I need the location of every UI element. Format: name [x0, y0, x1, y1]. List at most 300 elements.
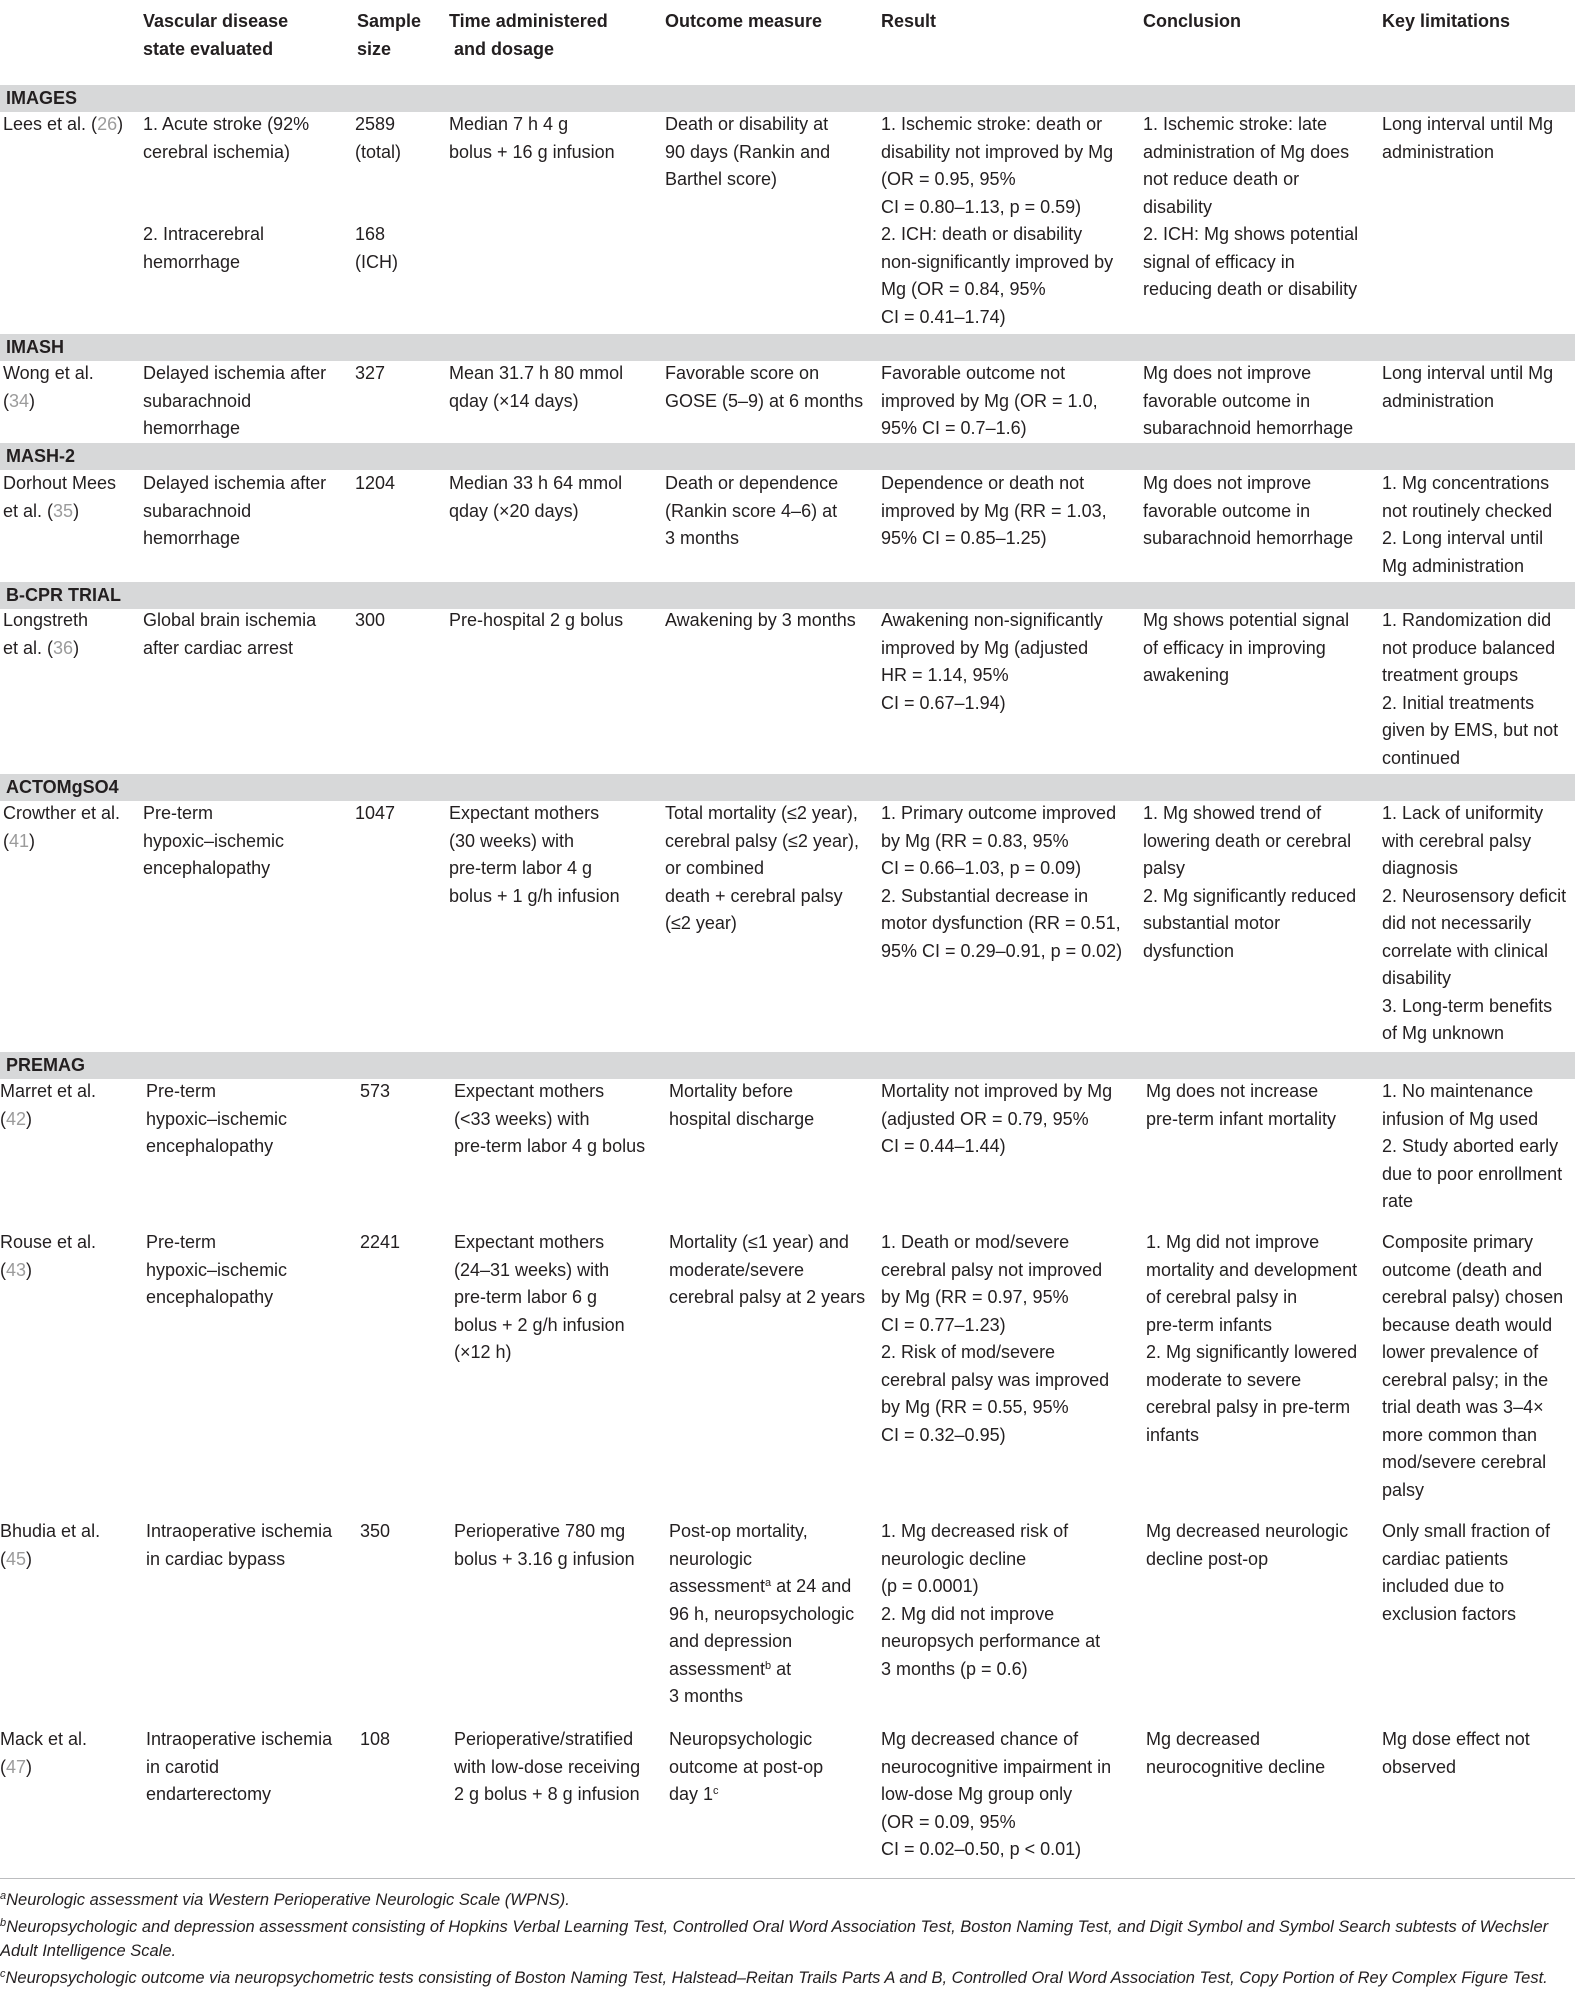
sample-line: 1047 — [355, 803, 396, 823]
study-name: Wong et al. — [3, 363, 94, 383]
limitations-line: because death would — [1382, 1314, 1553, 1335]
result-line: CI = 0.77–1.23) — [881, 1314, 1006, 1335]
outcome-line: Mortality (≤1 year) and — [669, 1232, 849, 1252]
conclusion-line: reducing death or disability — [1143, 279, 1358, 299]
study-cell — [3, 607, 88, 662]
time-line: (24–31 weeks) with — [454, 1259, 610, 1280]
result-line: by Mg (RR = 0.83, 95% — [881, 830, 1069, 851]
footnote-marker: a — [765, 1577, 772, 1589]
result-line: CI = 0.41–1.74) — [881, 306, 1006, 327]
limitations-line: not routinely checked — [1382, 500, 1553, 521]
result-line: cerebral palsy was improved — [881, 1369, 1110, 1390]
trial-group-title: IMAGES — [6, 88, 78, 108]
limitations-line: correlate with clinical — [1382, 940, 1549, 961]
result-line: CI = 0.02–0.50, p < 0.01) — [881, 1839, 1082, 1859]
limitations-line: cerebral palsy) chosen — [1382, 1287, 1564, 1307]
study-cell — [3, 800, 120, 855]
limitations-line: diagnosis — [1382, 858, 1459, 878]
time-line: bolus + 1 g/h infusion — [449, 885, 620, 906]
disease-line: subarachnoid — [143, 390, 252, 411]
disease-line: 1. Acute stroke (92% — [143, 114, 310, 134]
outcome-line: Death or dependence — [665, 473, 839, 493]
time-line: qday (×14 days) — [449, 390, 579, 411]
conclusion-line: Mg does not improve — [1143, 363, 1312, 383]
conclusion-line: of efficacy in improving — [1143, 637, 1326, 658]
sample-line: 327 — [355, 363, 386, 383]
limitations-line: more common than — [1382, 1424, 1538, 1445]
time-line: Pre-hospital 2 g bolus — [449, 610, 624, 630]
conclusion-line: Mg decreased neurologic — [1146, 1521, 1349, 1541]
time-line: Expectant mothers — [454, 1232, 605, 1252]
time-line: bolus + 2 g/h infusion — [454, 1314, 625, 1335]
disease-line: in cardiac bypass — [146, 1548, 286, 1569]
study-cell — [0, 1518, 100, 1573]
outcome-line: Neuropsychologic — [669, 1729, 813, 1749]
time-line: Expectant mothers — [454, 1081, 605, 1101]
sample-line: 168 — [355, 224, 386, 244]
reference-open: et al. ( — [3, 500, 54, 521]
limitations-line: 2. Long interval until — [1382, 528, 1544, 548]
conclusion-line: pre-term infants — [1146, 1314, 1273, 1335]
conclusion-line: favorable outcome in — [1143, 390, 1311, 411]
result-line: 2. Risk of mod/severe — [881, 1342, 1056, 1362]
result-line: 95% CI = 0.85–1.25) — [881, 528, 1047, 548]
reference-number: 43 — [6, 1259, 27, 1280]
column-header-outcome: Outcome measure — [665, 11, 823, 31]
sample-line: 108 — [360, 1729, 391, 1749]
conclusion-line: Mg does not improve — [1143, 473, 1312, 493]
result-line: Favorable outcome not — [881, 363, 1066, 383]
result-line: 1. Primary outcome improved — [881, 803, 1117, 823]
study-name: Mack et al. — [0, 1729, 88, 1749]
limitations-line: 1. Lack of uniformity — [1382, 803, 1544, 823]
study-cell — [0, 1726, 87, 1781]
study-cell — [3, 470, 116, 525]
time-line: Expectant mothers — [449, 803, 600, 823]
limitations-line: cardiac patients — [1382, 1548, 1509, 1569]
trial-group-header — [0, 774, 1575, 801]
limitations-line: 2. Study aborted early — [1382, 1136, 1559, 1156]
study-reference — [0, 1106, 96, 1134]
limitations-line: palsy — [1382, 1479, 1425, 1500]
limitations-line: outcome (death and — [1382, 1259, 1543, 1280]
limitations-line: Long interval until Mg — [1382, 114, 1554, 134]
conclusion-line: awakening — [1143, 665, 1230, 685]
outcome-line: cerebral palsy (≤2 year), — [665, 830, 859, 851]
conclusion-line: cerebral palsy in pre-term — [1146, 1397, 1351, 1417]
result-line: neuropsych performance at — [881, 1631, 1101, 1651]
disease-line: encephalopathy — [146, 1136, 274, 1156]
limitations-line: rate — [1382, 1191, 1414, 1211]
result-line: Mortality not improved by Mg — [881, 1081, 1113, 1101]
conclusion-line: favorable outcome in — [1143, 500, 1311, 521]
limitations-line: 1. Randomization did — [1382, 610, 1552, 630]
study-name: Longstreth — [3, 610, 89, 630]
study-reference — [3, 111, 123, 139]
conclusion-line: neurocognitive decline — [1146, 1756, 1326, 1777]
study-reference — [0, 1754, 87, 1782]
conclusion-line: Mg does not increase — [1146, 1081, 1319, 1101]
footnote-marker: b — [0, 1917, 7, 1929]
footnote — [0, 1915, 1575, 1963]
result-line: 2. Substantial decrease in — [881, 885, 1089, 906]
column-header-disease: state evaluated — [143, 38, 274, 59]
result-line: non-significantly improved by — [881, 251, 1114, 272]
limitations-line: administration — [1382, 141, 1495, 162]
study-cell — [0, 1078, 96, 1133]
conclusion-line: signal of efficacy in — [1143, 251, 1295, 272]
disease-line: Pre-term — [146, 1081, 217, 1101]
conclusion-line: 2. ICH: Mg shows potential — [1143, 224, 1359, 244]
limitations-line: included due to — [1382, 1576, 1505, 1596]
reference-close: ) — [29, 830, 36, 851]
result-line: CI = 0.44–1.44) — [881, 1136, 1006, 1156]
result-line: (OR = 0.95, 95% — [881, 169, 1016, 189]
outcome-line: neurologic — [669, 1548, 753, 1569]
time-line: with low-dose receiving — [454, 1756, 641, 1777]
result-line: neurologic decline — [881, 1548, 1027, 1569]
footnote-marker: a — [0, 1890, 7, 1902]
time-line: Perioperative/stratified — [454, 1729, 634, 1749]
trial-group-header — [0, 85, 1575, 112]
trial-group-title: MASH-2 — [6, 446, 76, 466]
result-line: HR = 1.14, 95% — [881, 665, 1009, 685]
conclusion-line: 1. Ischemic stroke: late — [1143, 114, 1328, 134]
outcome-line: (≤2 year) — [665, 913, 737, 933]
footnote-marker: c — [713, 1785, 719, 1797]
limitations-line: 2. Neurosensory deficit — [1382, 885, 1567, 906]
disease-line: hemorrhage — [143, 251, 241, 272]
conclusion-line: of cerebral palsy in — [1146, 1287, 1298, 1307]
result-line: by Mg (RR = 0.97, 95% — [881, 1287, 1069, 1307]
limitations-line: observed — [1382, 1756, 1457, 1777]
trial-group-header — [0, 1052, 1575, 1079]
disease-line: Intraoperative ischemia — [146, 1521, 333, 1541]
sample-line: (ICH) — [355, 251, 398, 272]
result-line: neurocognitive impairment in — [881, 1756, 1112, 1777]
disease-line: Delayed ischemia after — [143, 363, 327, 383]
result-line: 1. Mg decreased risk of — [881, 1521, 1069, 1541]
result-line: Awakening non-significantly — [881, 610, 1103, 630]
result-line: CI = 0.66–1.03, p = 0.09) — [881, 858, 1082, 878]
trial-group-title: B-CPR TRIAL — [6, 585, 121, 605]
footnote-marker: c — [0, 1968, 6, 1980]
disease-line: encephalopathy — [146, 1287, 274, 1307]
outcome-text: at — [771, 1658, 792, 1679]
time-line: pre-term labor 6 g — [454, 1287, 598, 1307]
limitations-line: administration — [1382, 390, 1495, 411]
limitations-line: lower prevalence of — [1382, 1342, 1539, 1362]
limitations-line: Mg administration — [1382, 555, 1525, 576]
outcome-line — [669, 1781, 719, 1809]
disease-line: Global brain ischemia — [143, 610, 317, 630]
limitations-line: disability — [1382, 968, 1452, 988]
outcome-line: Mortality before — [669, 1081, 794, 1101]
disease-line: endarterectomy — [146, 1784, 272, 1804]
reference-number: 26 — [97, 114, 118, 134]
disease-line: hypoxic–ischemic — [143, 830, 285, 851]
disease-line: after cardiac arrest — [143, 637, 294, 658]
outcome-line: Total mortality (≤2 year), — [665, 803, 858, 823]
trial-group-header — [0, 443, 1575, 470]
disease-line: Intraoperative ischemia — [146, 1729, 333, 1749]
conclusion-line: 2. Mg significantly reduced — [1143, 885, 1357, 906]
outcome-line: 3 months — [669, 1686, 744, 1706]
reference-number: 47 — [6, 1756, 27, 1777]
reference-open: ( — [0, 1756, 6, 1777]
column-header-sample: Sample — [357, 11, 422, 31]
reference-number: 36 — [53, 637, 74, 658]
conclusion-line: palsy — [1143, 858, 1186, 878]
reference-close: ) — [26, 1259, 33, 1280]
reference-open: Lees et al. ( — [3, 114, 98, 134]
limitations-line: Composite primary — [1382, 1232, 1534, 1252]
result-line: by Mg (RR = 0.55, 95% — [881, 1397, 1069, 1417]
limitations-line: treatment groups — [1382, 665, 1519, 685]
reference-number: 42 — [6, 1108, 27, 1129]
footnote-text: Neurologic assessment via Western Perioperative Neurologic Scale (WPNS). — [6, 1891, 570, 1909]
study-name: Dorhout Mees — [3, 473, 117, 493]
outcome-line — [669, 1656, 791, 1684]
limitations-line: 1. Mg concentrations — [1382, 473, 1550, 493]
table-bottom-rule — [0, 1878, 1575, 1879]
time-line: Median 7 h 4 g — [449, 114, 569, 134]
limitations-line: exclusion factors — [1382, 1603, 1517, 1624]
result-line: CI = 0.80–1.13, p = 0.59) — [881, 196, 1082, 217]
reference-close: ) — [117, 114, 124, 134]
reference-open: ( — [3, 830, 9, 851]
conclusion-line: disability — [1143, 196, 1213, 217]
limitations-line: 2. Initial treatments — [1382, 692, 1535, 713]
footnote-text: Neuropsychologic and depression assessment consisting of Hopkins Verbal Learning Test, Controlled Oral Word Association Test, Boston Naming Test, and Digit Symbol and Symbol Search subtests of Wechsler Adult Intelligence Scale. — [0, 1918, 1549, 1960]
outcome-text: assessment — [669, 1658, 766, 1679]
sample-line: 2241 — [360, 1232, 401, 1252]
result-line: improved by Mg (RR = 1.03, — [881, 500, 1107, 521]
study-reference — [0, 1546, 100, 1574]
outcome-line: Death or disability at — [665, 114, 829, 134]
time-line: bolus + 16 g infusion — [449, 141, 615, 162]
disease-line: hemorrhage — [143, 528, 241, 548]
outcome-line: 96 h, neuropsychologic — [669, 1603, 855, 1624]
reference-close: ) — [29, 390, 36, 411]
time-line: (<33 weeks) with — [454, 1108, 590, 1129]
result-line: 1. Ischemic stroke: death or — [881, 114, 1103, 134]
sample-line: 350 — [360, 1521, 391, 1541]
result-line: (OR = 0.09, 95% — [881, 1811, 1016, 1832]
study-cell — [3, 111, 123, 139]
disease-line: Delayed ischemia after — [143, 473, 327, 493]
sample-line: 1204 — [355, 473, 396, 493]
conclusion-line: 1. Mg did not improve — [1146, 1232, 1320, 1252]
study-reference — [0, 1257, 96, 1285]
limitations-line: due to poor enrollment — [1382, 1163, 1563, 1184]
outcome-text: at 24 and — [771, 1576, 852, 1596]
outcome-line: moderate/severe — [669, 1259, 805, 1280]
result-line: 2. Mg did not improve — [881, 1603, 1055, 1624]
column-header-result: Result — [881, 11, 937, 31]
reference-open: et al. ( — [3, 637, 54, 658]
time-line: Median 33 h 64 mmol — [449, 473, 623, 493]
outcome-line: hospital discharge — [669, 1108, 815, 1129]
conclusion-line: lowering death or cerebral — [1143, 830, 1352, 851]
disease-line: encephalopathy — [143, 858, 271, 878]
conclusion-line: subarachnoid hemorrhage — [1143, 528, 1354, 548]
limitations-line: given by EMS, but not — [1382, 720, 1559, 740]
study-name: Bhudia et al. — [0, 1521, 101, 1541]
time-line: bolus + 3.16 g infusion — [454, 1548, 635, 1569]
result-line: Dependence or death not — [881, 473, 1085, 493]
outcome-line: 90 days (Rankin and — [665, 141, 831, 162]
time-line: pre-term labor 4 g bolus — [454, 1136, 646, 1156]
result-line: low-dose Mg group only — [881, 1784, 1073, 1804]
result-line: (adjusted OR = 0.79, 95% — [881, 1108, 1089, 1129]
outcome-line: Barthel score) — [665, 169, 778, 189]
outcome-line: Awakening by 3 months — [665, 610, 856, 630]
limitations-line: Only small fraction of — [1382, 1521, 1551, 1541]
outcome-text: day 1 — [669, 1784, 714, 1804]
study-reference — [3, 828, 120, 856]
disease-line: Pre-term — [143, 803, 214, 823]
reference-number: 41 — [9, 830, 30, 851]
time-line: qday (×20 days) — [449, 500, 579, 521]
sample-line: 573 — [360, 1081, 391, 1101]
result-line: cerebral palsy not improved — [881, 1259, 1103, 1280]
conclusion-line: dysfunction — [1143, 940, 1235, 961]
outcome-line: cerebral palsy at 2 years — [669, 1287, 866, 1307]
sample-line: 300 — [355, 610, 386, 630]
limitations-line: 3. Long-term benefits — [1382, 995, 1553, 1016]
outcome-line: 3 months — [665, 528, 740, 548]
footnote-marker: b — [765, 1659, 772, 1672]
outcome-line — [669, 1573, 851, 1601]
reference-open: ( — [0, 1259, 6, 1280]
result-line: Mg (OR = 0.84, 95% — [881, 279, 1046, 299]
result-line: disability not improved by Mg — [881, 141, 1114, 162]
result-line: 95% CI = 0.7–1.6) — [881, 418, 1027, 438]
disease-line: hemorrhage — [143, 418, 241, 438]
trial-group-header — [0, 582, 1575, 609]
study-cell — [3, 360, 94, 415]
outcome-line: Favorable score on — [665, 363, 820, 383]
conclusion-line: Mg decreased — [1146, 1729, 1261, 1749]
result-line: (p = 0.0001) — [881, 1576, 979, 1596]
column-header-conclusion: Conclusion — [1143, 11, 1241, 31]
reference-close: ) — [26, 1756, 33, 1777]
reference-open: ( — [0, 1108, 6, 1129]
time-line: Perioperative 780 mg — [454, 1521, 626, 1541]
outcome-text: assessment — [669, 1576, 766, 1596]
result-line: CI = 0.67–1.94) — [881, 692, 1006, 713]
conclusion-line: infants — [1146, 1424, 1200, 1445]
reference-close: ) — [26, 1108, 33, 1129]
disease-line: in carotid — [146, 1756, 220, 1777]
limitations-line: 1. No maintenance — [1382, 1081, 1534, 1101]
conclusion-line: decline post-op — [1146, 1548, 1269, 1569]
disease-line: 2. Intracerebral — [143, 224, 265, 244]
reference-open: ( — [3, 390, 9, 411]
result-line: Mg decreased chance of — [881, 1729, 1079, 1749]
limitations-line: with cerebral palsy — [1382, 830, 1532, 851]
outcome-line: death + cerebral palsy — [665, 885, 843, 906]
footnote — [0, 1888, 1575, 1912]
study-reference — [3, 635, 88, 663]
disease-line: cerebral ischemia) — [143, 141, 291, 162]
reference-open: ( — [0, 1548, 6, 1569]
limitations-line: Long interval until Mg — [1382, 363, 1554, 383]
result-line: improved by Mg (OR = 1.0, — [881, 390, 1098, 411]
reference-number: 35 — [53, 500, 74, 521]
disease-line: hypoxic–ischemic — [146, 1108, 288, 1129]
conclusion-line: moderate to severe — [1146, 1369, 1302, 1390]
conclusion-line: administration of Mg does — [1143, 141, 1350, 162]
conclusion-line: 1. Mg showed trend of — [1143, 803, 1322, 823]
conclusion-line: 2. Mg significantly lowered — [1146, 1342, 1358, 1362]
conclusion-line: subarachnoid hemorrhage — [1143, 418, 1354, 438]
conclusion-line: substantial motor — [1143, 913, 1281, 933]
time-line: 2 g bolus + 8 g infusion — [454, 1784, 640, 1804]
column-header-time: and dosage — [449, 38, 555, 59]
reference-close: ) — [73, 500, 80, 521]
reference-number: 34 — [9, 390, 30, 411]
time-line: (×12 h) — [454, 1342, 512, 1362]
conclusion-line: pre-term infant mortality — [1146, 1108, 1337, 1129]
sample-line: 2589 — [355, 114, 396, 134]
study-name: Rouse et al. — [0, 1232, 97, 1252]
result-line: 95% CI = 0.29–0.91, p = 0.02) — [881, 940, 1123, 961]
outcome-line: (Rankin score 4–6) at — [665, 500, 838, 521]
footnote-text: Neuropsychologic outcome via neuropsychometric tests consisting of Boston Naming Test, Halstead–Reitan Trails Parts A and B, Controlled Oral Word Association Test, Copy Portion of Rey Complex Figure Test. — [5, 1969, 1548, 1987]
study-name: Marret et al. — [0, 1081, 97, 1101]
time-line: Mean 31.7 h 80 mmol — [449, 363, 624, 383]
outcome-line: Post-op mortality, — [669, 1521, 808, 1541]
time-line: (30 weeks) with — [449, 830, 575, 851]
study-name: Crowther et al. — [3, 803, 121, 823]
outcome-line: outcome at post-op — [669, 1756, 824, 1777]
trial-group-title: ACTOMgSO4 — [6, 777, 119, 797]
limitations-line: cerebral palsy; in the — [1382, 1369, 1549, 1390]
column-header-limitations: Key limitations — [1382, 11, 1511, 31]
conclusion-line: Mg shows potential signal — [1143, 610, 1350, 630]
column-header-disease: Vascular disease — [143, 11, 289, 31]
conclusion-line: mortality and development — [1146, 1259, 1358, 1280]
result-line: 3 months (p = 0.6) — [881, 1658, 1028, 1679]
reference-number: 45 — [6, 1548, 27, 1569]
column-header-time: Time administered — [449, 11, 608, 31]
limitations-line: did not necessarily — [1382, 913, 1532, 933]
conclusion-line: not reduce death or — [1143, 169, 1300, 189]
trial-group-title: IMASH — [6, 337, 64, 357]
result-line: improved by Mg (adjusted — [881, 637, 1089, 658]
result-line: motor dysfunction (RR = 0.51, — [881, 913, 1121, 933]
limitations-line: continued — [1382, 747, 1461, 768]
result-line: CI = 0.32–0.95) — [881, 1424, 1006, 1445]
column-header-sample: size — [357, 38, 392, 59]
disease-line: hypoxic–ischemic — [146, 1259, 288, 1280]
sample-line: (total) — [355, 141, 402, 162]
limitations-line: mod/severe cerebral — [1382, 1452, 1547, 1472]
outcome-line: or combined — [665, 858, 765, 878]
trial-group-header — [0, 334, 1575, 361]
limitations-line: trial death was 3–4× — [1382, 1397, 1544, 1417]
time-line: pre-term labor 4 g — [449, 858, 593, 878]
result-line: 2. ICH: death or disability — [881, 224, 1083, 244]
reference-close: ) — [73, 637, 80, 658]
limitations-line: of Mg unknown — [1382, 1023, 1505, 1043]
limitations-line: Mg dose effect not — [1382, 1729, 1530, 1749]
trial-group-title: PREMAG — [6, 1055, 86, 1075]
result-line: 1. Death or mod/severe — [881, 1232, 1070, 1252]
disease-line: Pre-term — [146, 1232, 217, 1252]
